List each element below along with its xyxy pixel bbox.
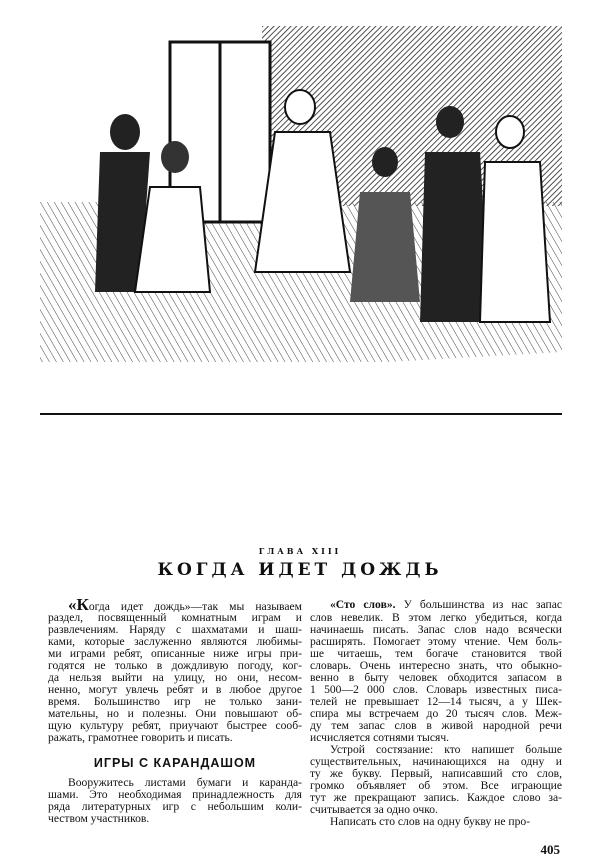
text-line: расширять. Помогает этому чтение. Чем боль-: [310, 636, 562, 648]
text-line: ненно, могут увлечь ребят и в любое другое: [48, 684, 302, 696]
text-line: ми играми ребят, описанные ниже игры при-: [48, 648, 302, 660]
chapter-label: ГЛАВА XIII: [258, 546, 342, 556]
text-line: телей не превышает 12—14 тысяч, а у Шек-: [310, 696, 562, 708]
text-line: ражать, грамотнее говорить и писать.: [48, 732, 233, 744]
text-line: да нельзя выйти на улицу, но они, несом-: [48, 672, 302, 684]
text-line: чеством участников.: [48, 813, 150, 825]
text-line: шами. Это необходимая принадлежность для: [48, 789, 302, 801]
text-line: ше читаешь, тем богаче становится твой: [310, 648, 562, 660]
text-line: спира мы встречаем до 20 тысяч слов. Меж-: [310, 708, 562, 720]
text-line: Написать сто слов на одну букву не про-: [330, 816, 531, 828]
text-line: ками, которые заслуженно являются любимы-: [48, 636, 302, 648]
text-line: мательны, но и полезны. Они повышают об-: [48, 708, 302, 720]
text-line: слов невелик. В этом легко убедиться, когда: [310, 612, 562, 624]
text-line: Вооружитесь листами бумаги и каранда-: [68, 777, 302, 789]
text-line: словарь. Очень интересно знать, что обыкно-: [310, 660, 562, 672]
section-heading: ИГРЫ С КАРАНДАШОМ: [93, 756, 257, 770]
text-line: 1 500—2 000 слов. Словарь известных писа-: [310, 684, 562, 696]
text-line: исчисляется сотнями тысяч.: [310, 732, 450, 744]
page-number: 405: [540, 842, 560, 857]
chapter-title: КОГДА ИДЕТ ДОЖДЬ: [157, 560, 443, 580]
right-column: [310, 598, 562, 828]
text-line: Устрой состязание: кто напишет больше: [330, 744, 562, 756]
text-line: громко объявляет об этом. Все играющие: [310, 780, 562, 792]
text-line: раздел, посвященный комнатным играм и: [48, 612, 302, 624]
text-line: годятся не только в дождливую погоду, ког-: [48, 660, 302, 672]
text-line: развлечениям. Наряду с шахматами и шаш-: [48, 624, 302, 636]
left-column: [48, 598, 302, 825]
text-line: время. Большинство игр не только зани-: [48, 696, 302, 708]
text-line: существительных, начинающихся на одну и: [310, 756, 562, 768]
game-title: «Сто слов».: [330, 598, 396, 611]
text-line: тут же прекращают запись. Каждое слово за-: [310, 792, 562, 804]
intro-initial: «К: [68, 598, 89, 612]
illustration-children-dancing: [40, 22, 562, 420]
text-line: начинаешь писать. Запас слов надо всячески: [310, 624, 562, 636]
intro-first-line: «Когда идет дождь»—так мы называем: [48, 598, 302, 612]
text-line: ту же букву. Первый, написавший сто слов,: [310, 768, 562, 780]
text-line: венно в быту человек обходится запасом в: [310, 672, 562, 684]
text-line: считывается за одно очко.: [310, 804, 438, 816]
game-first-line: «Сто слов». У большинства из нас запас: [330, 598, 562, 611]
text-line: ду тем запас слов в живой народной речи: [310, 720, 562, 732]
text-line: щую культуру ребят, приучают быстрее сооб-: [48, 720, 302, 732]
text-line: ряда литературных игр с небольшим коли-: [48, 801, 302, 813]
